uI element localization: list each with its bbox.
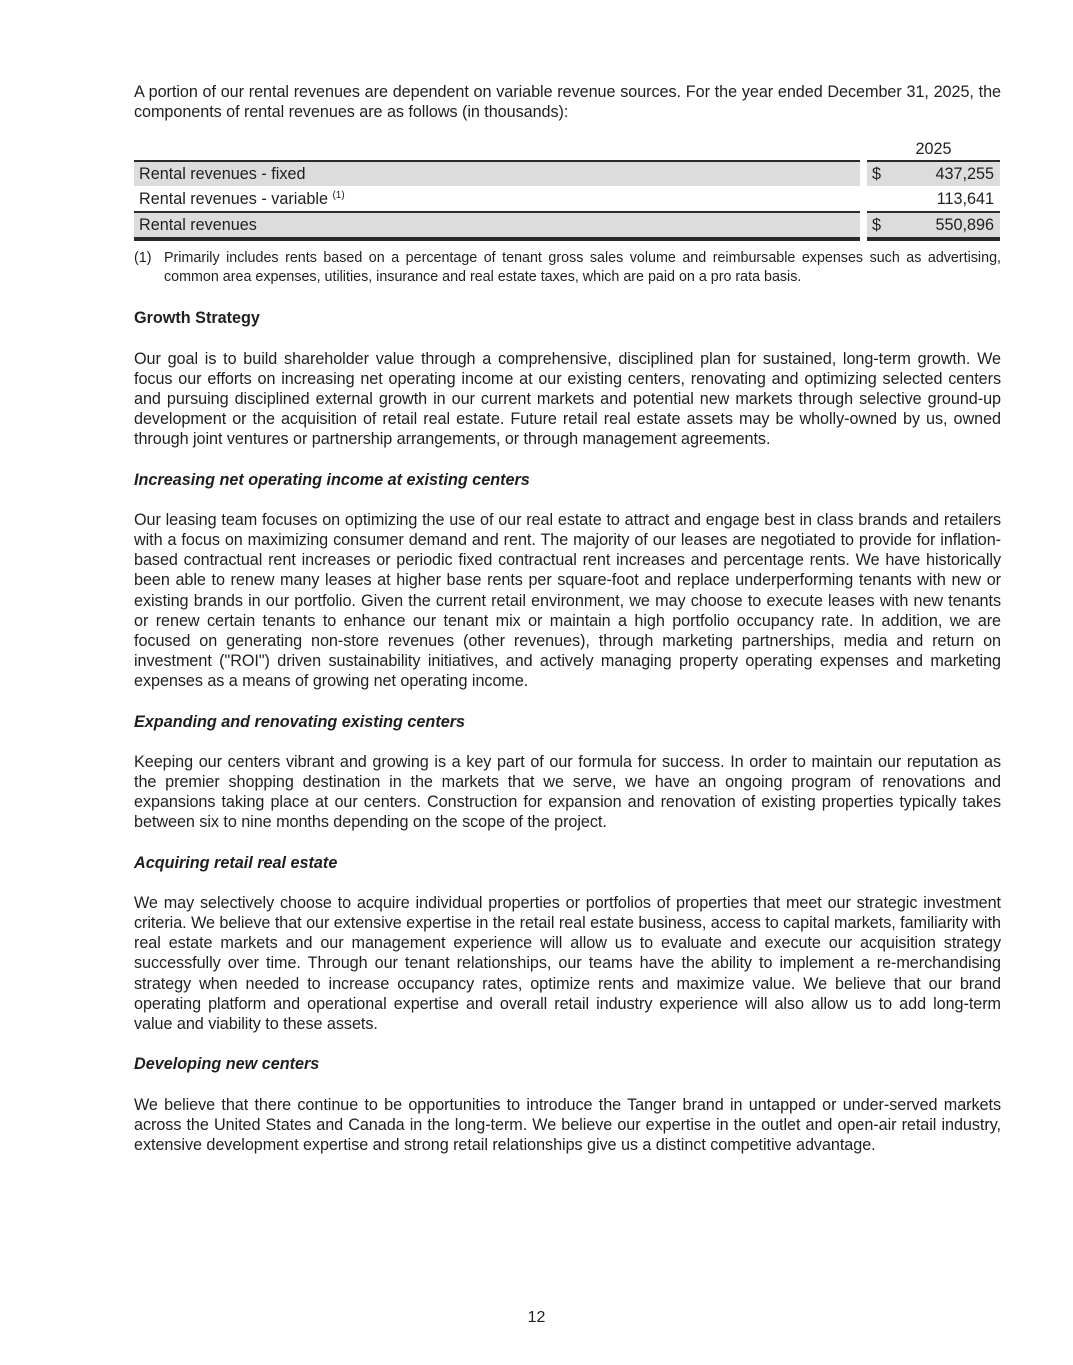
- section-developing: [134, 1054, 1001, 1155]
- row-label: Rental revenues - fixed: [139, 165, 306, 184]
- rental-revenues-table: [134, 139, 1001, 245]
- page-number: 12: [527, 1309, 546, 1326]
- currency-symbol: $: [872, 216, 882, 235]
- section-heading: Developing new centers: [134, 1055, 320, 1074]
- table-row-total: [134, 213, 1001, 237]
- section-increasing-noi: [134, 470, 1001, 692]
- section-body: We believe that there continue to be opportunities to introduce the Tanger brand in untapped or under-served markets across the United States and Canada in the long-term. We believe our expertise in the outlet and open-air retail industry, extensive development expertise and strong retail relationships give us a distinct competitive advantage.: [134, 1095, 1001, 1154]
- section-heading: Increasing net operating income at existing centers: [134, 470, 530, 489]
- currency-symbol: $: [872, 165, 882, 184]
- section-body: We may selectively choose to acquire individual properties or portfolios of properties that meet our strategic investment criteria. We believe that our extensive expertise in the retail real estate business, access to capital markets, familiarity with real estate markets and our management experience will allow us to evaluate and execute our acquisition strategy successfully over time. Through our tenant relationships, our teams have the ability to implement a re-merchandising strategy when needed to increase occupancy rates, optimize rents and maximize value. We believe that our brand operating platform and operational expertise and overall retail industry experience will also allow us to add long-term value and viability to these assets.: [134, 893, 1001, 1034]
- intro-paragraph: A portion of our rental revenues are dependent on variable revenue sources. For the year ended December 31, 2025, the components of rental revenues are as follows (in thousands):: [134, 83, 1001, 122]
- table-row-variable: [134, 187, 1001, 211]
- footnote-mark: (1): [134, 250, 152, 267]
- row-value: 113,641: [936, 190, 994, 209]
- row-value: 437,255: [935, 165, 994, 184]
- section-heading: Acquiring retail real estate: [134, 853, 338, 872]
- section-heading: Expanding and renovating existing centers: [134, 712, 466, 731]
- row-label: Rental revenues - variable $^{(1)}$: [139, 190, 345, 209]
- section-expanding-renovating: [134, 712, 1001, 833]
- table-footnote: [134, 249, 1001, 286]
- section-growth-strategy: [134, 308, 1001, 449]
- row-label: Rental revenues: [139, 216, 257, 235]
- section-acquiring: [134, 853, 1001, 1035]
- total-rule-right: [867, 237, 1000, 241]
- section-heading: Growth Strategy: [134, 309, 260, 328]
- row-value: 550,896: [935, 216, 994, 235]
- section-body: Our leasing team focuses on optimizing the use of our real estate to attract and engage best in class brands and retailers with a focus on maximizing consumer demand and rent. The majority of our leases are negotiated to provide for inflation-based contractual rent increases or periodic fixed contractual rent increases and percentage rents. We have historically been able to renew many leases at higher base rents per square-foot and replace underperforming tenants with new or existing brands in our portfolio. Given the current retail environment, we may choose to execute leases with new tenants or renew certain tenants to enhance our tenant mix or maintain a high portfolio occupancy rate. In addition, we are focused on generating non-store revenues (other revenues), through marketing partnerships, media and return on investment ("ROI") driven sustainability initiatives, and actively managing property operating expenses and marketing expenses as a means of growing net operating income.: [134, 510, 1001, 691]
- table-row-fixed: [134, 162, 1001, 186]
- footnote-text: Primarily includes rents based on a percentage of tenant gross sales volume and reimbursable expenses such as advertising, common area expenses, utilities, insurance and real estate taxes, which are paid on a pro rata basis.: [164, 250, 1001, 285]
- section-body: Our goal is to build shareholder value through a comprehensive, disciplined plan for sustained, long-term growth. We focus our efforts on increasing net operating income at our existing centers, renovating and optimizing selected centers and pursuing disciplined external growth in our current markets and potential new markets through selective ground-up development or the acquisition of retail real estate. Future retail real estate assets may be wholly-owned by us, owned through joint ventures or partnership arrangements, or through management agreements.: [134, 349, 1001, 449]
- section-body: Keeping our centers vibrant and growing is a key part of our formula for success. In order to maintain our reputation as the premier shopping destination in the markets that we serve, we have an ongoing program of renovations and expansions taking place at our centers. Construction for expansion and renovation of existing properties typically takes between six to nine months depending on the scope of the project.: [134, 752, 1001, 832]
- column-header-year: 2025: [915, 140, 952, 159]
- footnote-ref: (1): [332, 190, 345, 202]
- total-rule-left: [134, 237, 860, 241]
- document-page: [134, 82, 1001, 1175]
